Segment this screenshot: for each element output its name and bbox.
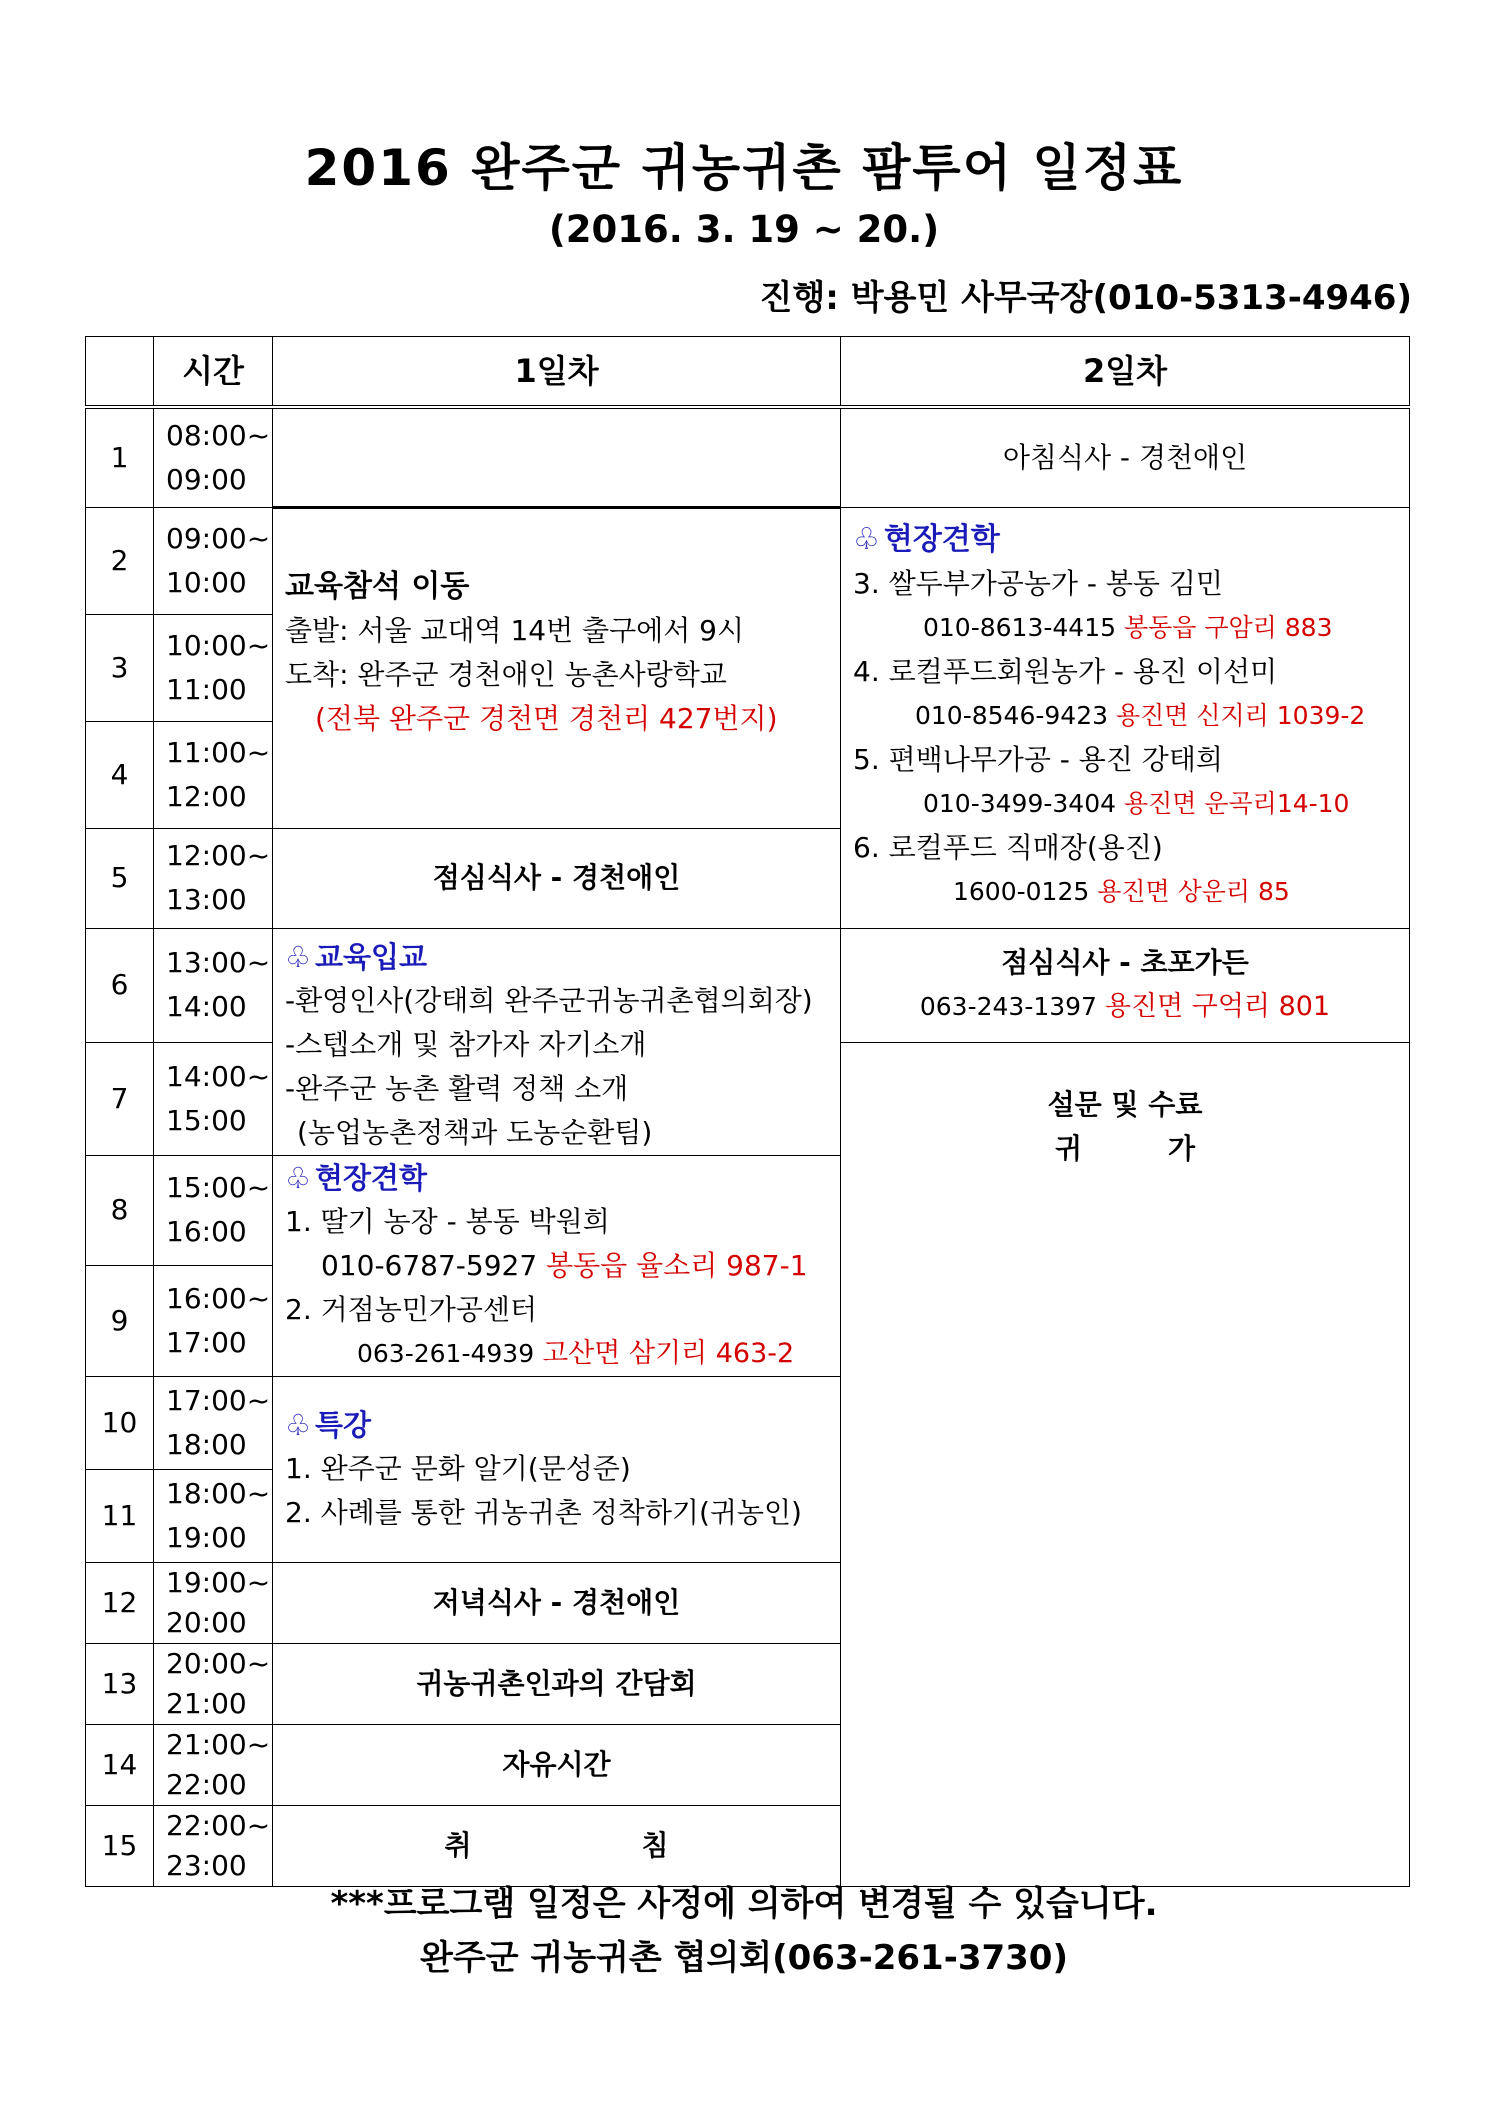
time-start: 21:00~ (166, 1727, 271, 1761)
day2-breakfast: 아침식사 - 경천애인 (841, 407, 1410, 507)
row-no: 4 (86, 721, 154, 828)
row-no: 3 (86, 614, 154, 721)
day1-lunch: 점심식사 - 경천애인 (273, 828, 841, 928)
sleep-a: 취 (444, 1828, 472, 1862)
entrance-item: -완주군 농촌 활력 정책 소개 (285, 1071, 629, 1105)
time-end: 10:00 (166, 565, 247, 599)
field-item-6: 6. 로컬푸드 직매장(용진) (853, 830, 1163, 864)
time-start: 12:00~ (166, 839, 271, 872)
time-end: 21:00 (166, 1686, 247, 1720)
row-time (154, 614, 273, 721)
move-depart: 출발: 서울 교대역 14번 출구에서 9시 (285, 613, 745, 647)
time-end: 20:00 (166, 1605, 247, 1639)
row-time (154, 1042, 273, 1155)
row-no: 13 (86, 1643, 154, 1724)
day1-field-cell (273, 1155, 841, 1376)
row-time (154, 507, 273, 614)
table-row (86, 507, 1410, 614)
field-item-4-contact (853, 694, 1409, 738)
row-no: 8 (86, 1155, 154, 1266)
address: 용진면 상운리 85 (1097, 876, 1290, 906)
row-no: 12 (86, 1562, 154, 1643)
phone: 063-243-1397 (919, 992, 1097, 1021)
organization-contact: 완주군 귀농귀촌 협의회(063-261-3730) (420, 1938, 1068, 1978)
time-end: 12:00 (166, 779, 247, 813)
row-no: 15 (86, 1805, 154, 1886)
time-start: 13:00~ (166, 946, 271, 979)
row-time (154, 1266, 273, 1377)
return-b: 가 (1168, 1131, 1196, 1165)
field-item-1: 1. 딸기 농장 - 봉동 박원희 (285, 1204, 610, 1238)
time-start: 09:00~ (166, 521, 271, 555)
time-start: 11:00~ (166, 735, 271, 769)
page-title: 2016 완주군 귀농귀촌 팜투어 일정표 (304, 139, 1184, 197)
phone: 010-8613-4415 (923, 612, 1117, 642)
time-end: 17:00 (166, 1325, 247, 1359)
time-start: 22:00~ (166, 1808, 271, 1842)
day1-field-heading: 현장견학 (315, 1160, 428, 1195)
time-end: 19:00 (166, 1520, 247, 1554)
row-no: 1 (86, 407, 154, 507)
time-start: 10:00~ (166, 628, 271, 662)
address: 용진면 신지리 1039-2 (1115, 700, 1366, 730)
return-a: 귀 (1054, 1131, 1082, 1165)
club-icon: ♧ (285, 939, 311, 974)
day1-field-heading-line (285, 1156, 840, 1200)
day2-lunch: 점심식사 - 초포가든 (1001, 946, 1249, 979)
lecture-item-1: 1. 완주군 문화 알기(문성준) (285, 1451, 631, 1485)
row-time (154, 1155, 273, 1266)
table-row (86, 407, 1410, 507)
day2-lunch-cell (841, 928, 1410, 1042)
header-time: 시간 (154, 337, 273, 408)
time-start: 16:00~ (166, 1281, 271, 1315)
schedule-table (85, 336, 1410, 1887)
field-item-4: 4. 로컬푸드회원농가 - 용진 이선미 (853, 654, 1278, 688)
address: 용진면 구억리 801 (1104, 991, 1331, 1022)
day1-meeting: 귀농귀촌인과의 간담회 (273, 1643, 841, 1724)
lecture-item-2: 2. 사례를 통한 귀농귀촌 정착하기(귀농인) (285, 1495, 802, 1529)
day2-survey: 설문 및 수료 (1047, 1087, 1203, 1121)
table-row (86, 928, 1410, 1042)
club-icon: ♧ (853, 521, 880, 557)
time-end: 09:00 (166, 462, 247, 496)
day2-field-cell (841, 507, 1410, 928)
phone: 063-261-4939 (357, 1338, 535, 1368)
time-start: 14:00~ (166, 1059, 271, 1093)
row-time (154, 928, 273, 1042)
club-icon: ♧ (285, 1407, 311, 1442)
day2-field-heading-line (853, 518, 1409, 562)
address: 용진면 운곡리14-10 (1123, 788, 1350, 818)
entrance-heading-line (285, 935, 840, 979)
day1-sleep (273, 1805, 841, 1886)
field-item-5-contact (853, 782, 1409, 826)
time-end: 13:00 (166, 883, 247, 916)
time-end: 11:00 (166, 672, 247, 706)
time-end: 23:00 (166, 1848, 247, 1882)
row-time (154, 828, 273, 928)
time-end: 15:00 (166, 1103, 247, 1137)
field-item-2-contact (285, 1332, 840, 1376)
day2-survey-cell (841, 1042, 1410, 1886)
row-no: 10 (86, 1376, 154, 1469)
entrance-item: -환영인사(강태희 완주군귀농귀촌협의회장) (285, 983, 813, 1017)
header-day2: 2일차 (841, 337, 1410, 408)
phone: 010-8546-9423 (915, 700, 1109, 730)
host-info: 진행: 박용민 사무국장(010-5313-4946) (759, 278, 1412, 318)
phone: 1600-0125 (953, 876, 1090, 906)
day2-lunch-contact (841, 985, 1409, 1029)
entrance-heading: 교육입교 (315, 939, 428, 974)
address: 봉동읍 율소리 987-1 (546, 1248, 808, 1282)
day2-return (841, 1127, 1409, 1171)
day1-empty-cell (273, 407, 841, 507)
move-address: (전북 완주군 경천면 경천리 427번지) (315, 701, 778, 735)
row-time (154, 1376, 273, 1469)
field-item-6-contact (853, 870, 1409, 914)
entrance-item: -스텝소개 및 참가자 자기소개 (285, 1027, 647, 1061)
move-arrive: 도착: 완주군 경천애인 농촌사랑학교 (285, 657, 727, 691)
day1-entrance-cell (273, 928, 841, 1155)
day1-lecture-cell (273, 1376, 841, 1562)
time-start: 19:00~ (166, 1565, 271, 1599)
row-time (154, 1469, 273, 1562)
time-end: 18:00 (166, 1427, 247, 1461)
row-time (154, 407, 273, 507)
move-heading: 교육참석 이동 (285, 568, 470, 604)
phone: 010-3499-3404 (923, 788, 1117, 818)
day1-free: 자유시간 (273, 1724, 841, 1805)
time-start: 20:00~ (166, 1646, 271, 1680)
day1-move-cell (273, 507, 841, 828)
time-start: 15:00~ (166, 1171, 271, 1205)
row-no: 5 (86, 828, 154, 928)
field-item-3-contact (853, 606, 1409, 650)
row-no: 6 (86, 928, 154, 1042)
lecture-heading: 특강 (315, 1407, 372, 1442)
address: 고산면 삼기리 463-2 (542, 1337, 795, 1369)
row-no: 11 (86, 1469, 154, 1562)
field-item-5: 5. 편백나무가공 - 용진 강태희 (853, 742, 1223, 776)
time-end: 14:00 (166, 990, 247, 1023)
header-day1: 1일차 (273, 337, 841, 408)
day2-field-heading: 현장견학 (883, 521, 1000, 557)
field-item-3: 3. 쌀두부가공농가 - 봉동 김민 (853, 566, 1223, 600)
sleep-b: 침 (641, 1828, 669, 1862)
row-no: 7 (86, 1042, 154, 1155)
field-item-2: 2. 거점농민가공센터 (285, 1292, 538, 1326)
header-row (86, 337, 1410, 408)
period: (2016. 3. 19 ~ 20.) (548, 208, 940, 251)
lecture-heading-line (285, 1403, 840, 1447)
entrance-item: (농업농촌정책과 도농순환팀) (297, 1115, 653, 1149)
phone: 010-6787-5927 (321, 1248, 538, 1282)
row-no: 14 (86, 1724, 154, 1805)
field-item-1-contact (285, 1244, 840, 1288)
time-end: 16:00 (166, 1215, 247, 1249)
row-no: 9 (86, 1266, 154, 1377)
row-time (154, 1643, 273, 1724)
row-time (154, 1724, 273, 1805)
row-time (154, 1562, 273, 1643)
time-start: 18:00~ (166, 1476, 271, 1510)
address: 봉동읍 구암리 883 (1123, 612, 1333, 642)
time-end: 22:00 (166, 1767, 247, 1801)
time-start: 17:00~ (166, 1383, 271, 1417)
day1-dinner: 저녁식사 - 경천애인 (273, 1562, 841, 1643)
row-no: 2 (86, 507, 154, 614)
time-start: 08:00~ (166, 418, 271, 452)
row-time (154, 721, 273, 828)
row-time (154, 1805, 273, 1886)
club-icon: ♧ (285, 1160, 311, 1195)
notice: ***프로그램 일정은 사정에 의하여 변경될 수 있습니다. (330, 1884, 1158, 1924)
header-no (86, 337, 154, 408)
